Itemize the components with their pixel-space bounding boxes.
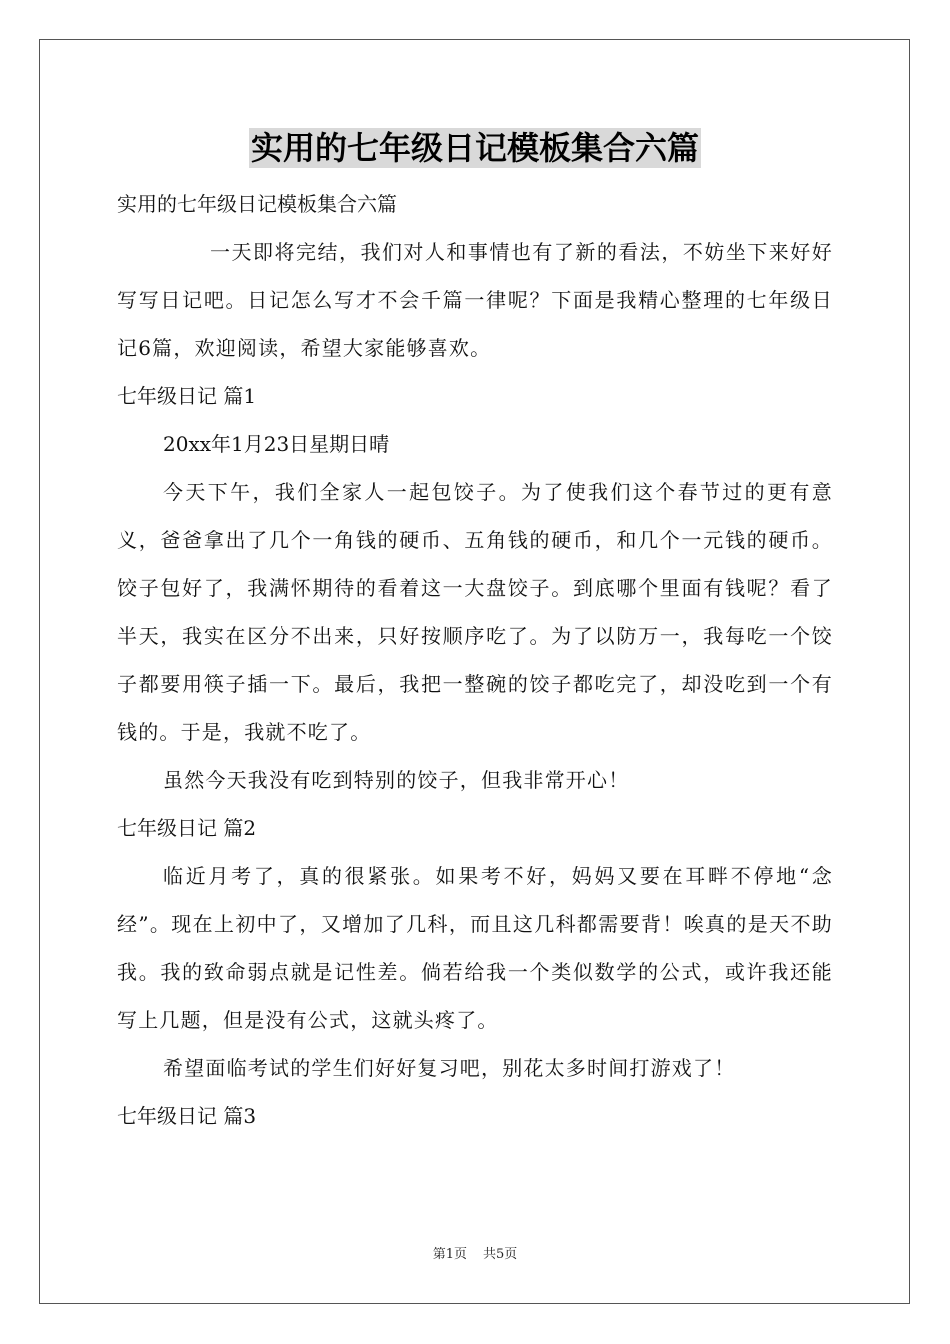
section-2-paragraph-1: 临近月考了，真的很紧张。如果考不好，妈妈又要在耳畔不停地“念经”。现在上初中了，又增加了几科，而且这几科都需要背！唉真的是天不助我。我的致命弱点就是记性差。倘若给我一个类似数学的公式，或许我还能写上几题，但是没有公式，这就头疼了。 bbox=[117, 864, 833, 1032]
section-1-paragraph-1: 今天下午，我们全家人一起包饺子。为了使我们这个春节过的更有意义，爸爸拿出了几个一角钱的硬币、五角钱的硬币，和几个一元钱的硬币。饺子包好了，我满怀期待的看着这一大盘饺子。到底哪个里面有钱呢？看了半天，我实在区分不出来，只好按顺序吃了。为了以防万一，我每吃一个饺子都要用筷子插一下。最后，我把一整碗的饺子都吃完了，却没吃到一个有钱的。于是，我就不吃了。 bbox=[117, 480, 833, 744]
page-total: 共5页 bbox=[483, 1247, 518, 1262]
page-number: 第1页 bbox=[432, 1247, 467, 1262]
document-subtitle: 实用的七年级日记模板集合六篇 bbox=[117, 192, 397, 216]
section-heading-1: 七年级日记 篇1 bbox=[117, 384, 257, 408]
section-1-paragraph-2: 虽然今天我没有吃到特别的饺子，但我非常开心！ bbox=[163, 768, 630, 792]
section-heading-2: 七年级日记 篇2 bbox=[117, 816, 257, 840]
document-body bbox=[117, 128, 833, 1140]
intro-paragraph: 一天即将完结，我们对人和事情也有了新的看法，不妨坐下来好好写写日记吧。日记怎么写才不会千篇一律呢？下面是我精心整理的七年级日记6篇，欢迎阅读，希望大家能够喜欢。 bbox=[117, 240, 833, 360]
section-heading-3: 七年级日记 篇3 bbox=[117, 1104, 257, 1128]
section-2-paragraph-2: 希望面临考试的学生们好好复习吧，别花太多时间打游戏了！ bbox=[163, 1056, 736, 1080]
section-1-date: 20xx年1月23日星期日晴 bbox=[163, 432, 390, 456]
document-title bbox=[117, 128, 833, 172]
page-footer bbox=[0, 1246, 950, 1264]
document-title-text: 实用的七年级日记模板集合六篇 bbox=[250, 129, 699, 167]
